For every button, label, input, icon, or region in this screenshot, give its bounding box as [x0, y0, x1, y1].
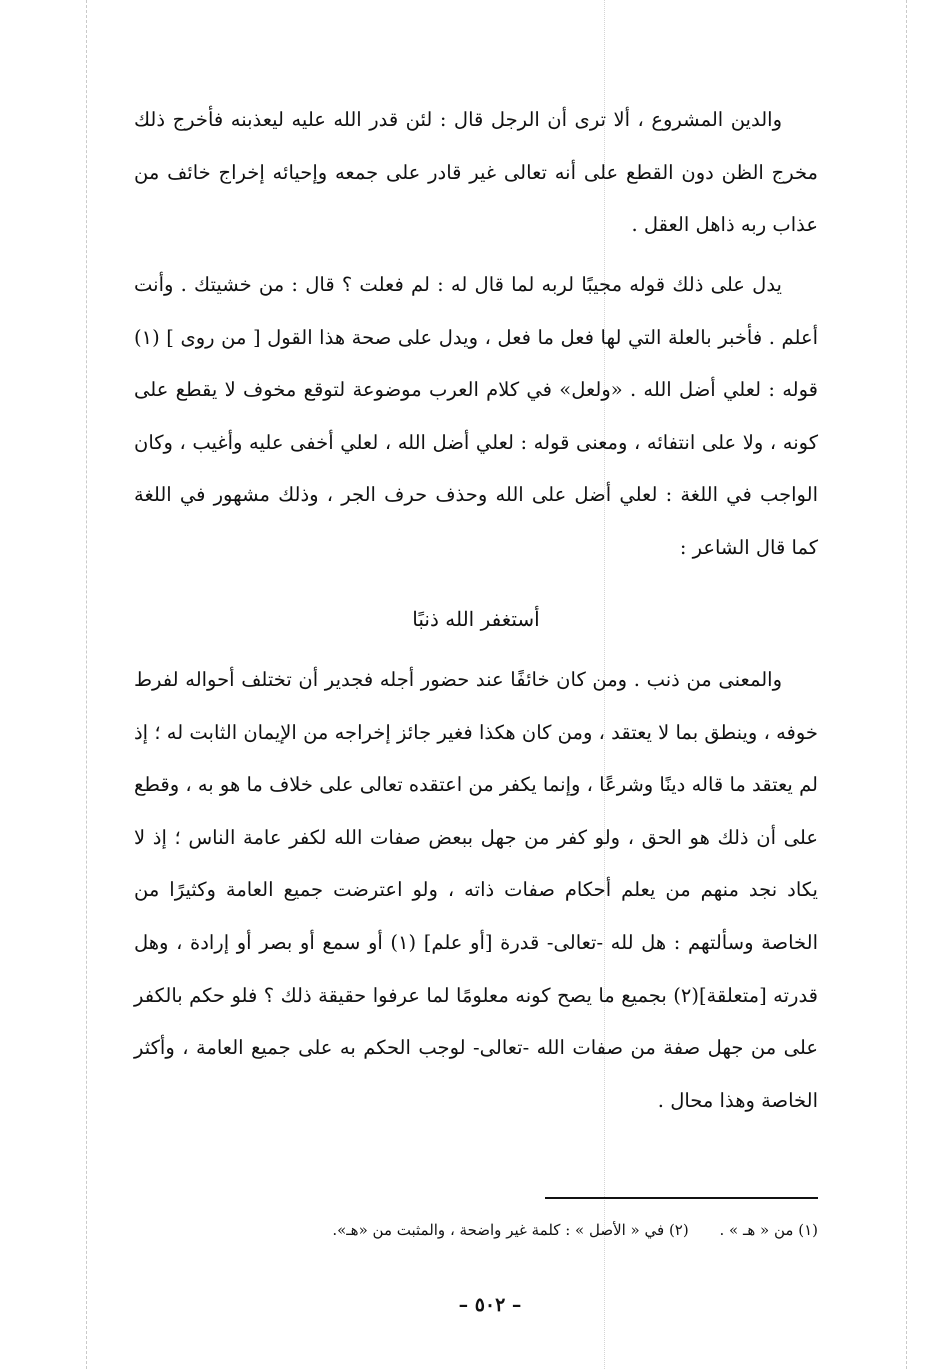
paragraph-text: والدين المشروع ، ألا ترى أن الرجل قال : لئن قدر الله عليه ليعذبنه فأخرج ذلك مخرج الظن دون القطع على أنه تعالى غير قادر على جمعه وإحيائه إخراج خائف من عذاب ربه ذاهل العقل . — [134, 108, 818, 237]
page-number: – ٥٠٢ – — [458, 1294, 522, 1316]
body-paragraph-1 — [134, 94, 818, 252]
footnote-2: (٢) في « الأصل » : كلمة غير واضحة ، والمثبت من «هـ». — [332, 1221, 689, 1239]
body-paragraph-2 — [134, 259, 818, 575]
paragraph-text: يدل على ذلك قوله مجيبًا لربه لما قال له : لم فعلت ؟ قال : من خشيتك . وأنت أعلم . فأخبر بالعلة التي لها فعل ما فعل ، ويدل على صحة هذا القول [ من روى ] (١) قوله : لعلي أضل الله . «ولعل» في كلام العرب موضوعة لتوقع مخوف لا يقطع على كونه ، ولا على انتفائه ، ومعنى قوله : لعلي أضل الله ، لعلي أخفى عليه وأغيب ، وكان الواجب في اللغة : لعلي أضل على الله وحذف حرف الجر ، وذلك مشهور في اللغة كما قال الشاعر : — [134, 273, 818, 559]
scan-fold-line-left — [86, 0, 87, 1369]
footnotes — [134, 1216, 818, 1244]
scan-fold-line-right — [906, 0, 907, 1369]
footnote-separator — [545, 1197, 818, 1199]
footnote-1: (١) من « هـ » . — [719, 1221, 818, 1239]
body-paragraph-3 — [134, 654, 818, 1127]
paragraph-text: والمعنى من ذنب . ومن كان خائفًا عند حضور أجله فجدير أن تختلف أحواله لفرط خوفه ، وينطق بما لا يعتقد ، ومن كان هكذا فغير جائز إخراجه من الإيمان الثابت له ؛ إذ لم يعتقد ما قاله دينًا وشرعًا ، وإنما يكفر من اعتقده تعالى على خلاف ما هو به ، وقطع على أن ذلك هو الحق ، ولو كفر من جهل ببعض صفات الله لكفر عامة الناس ؛ إذ لا يكاد نجد منهم من يعلم أحكام صفات ذاته ، ولو اعترضت جميع العامة وكثيرًا من الخاصة وسألتهم : هل لله -تعالى- قدرة [أو علم] (١) أو سمع أو بصر أو إرادة ، وهل قدرته [متعلقة](٢) بجميع ما يصح كونه معلومًا لما عرفوا حقيقة ذلك ؟ فلو حكم بالكفر على من جهل صفة من صفات الله -تعالى- لوجب الحكم به على جميع العامة ، وأكثر الخاصة وهذا محال . — [134, 668, 819, 1112]
poetry-verse: أستغفر الله ذنبًا — [412, 607, 540, 631]
